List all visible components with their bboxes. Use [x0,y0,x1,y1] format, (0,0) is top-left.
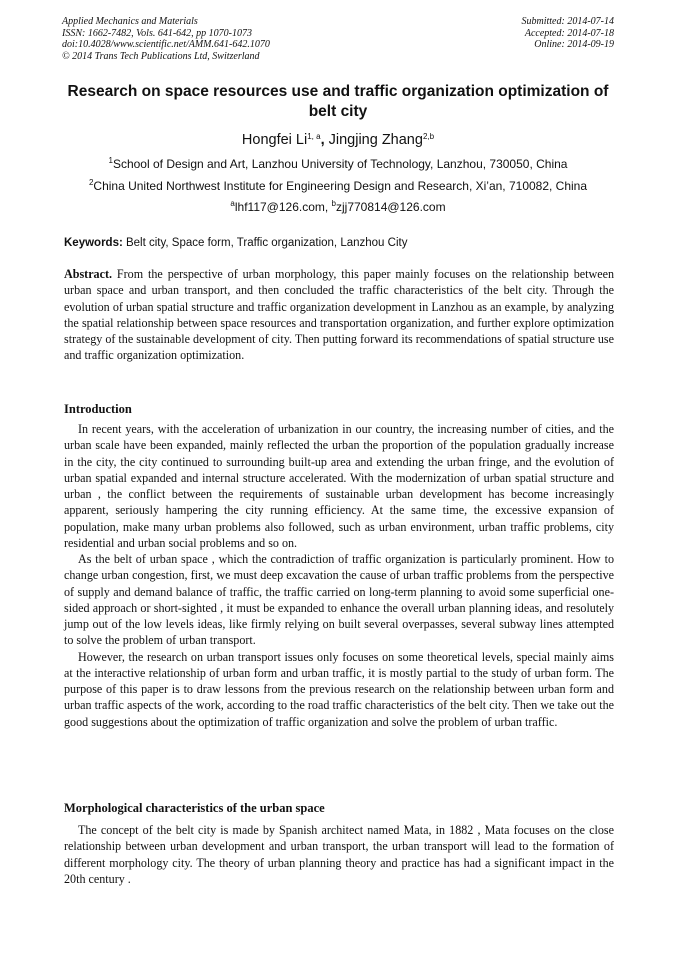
online-date: Online: 2014-09-19 [534,39,614,50]
affiliation-text: School of Design and Art, Lanzhou University of Technology, Lanzhou, 730050, China [112,157,568,171]
journal-issn: ISSN: 1662-7482, Vols. 641-642, pp 1070-1073 [62,27,252,39]
paragraph: As the belt of urban space , which the contradiction of traffic organization is particularly prominent. How to change urban congestion, first, we must deep excavation the cause of urban traffic problems from the perspective of supply and demand balance of traffic, the traffic carried on long-term planning to avoid some superficial one-sided approach or short-sighted , it must be expanded to enhance the overall urban planning ideas, and resolutely jump out of the low levels ideas, like firmly relying on built several overpasses, several subway lines attempted to solve the problem of urban transport. [64,552,614,648]
paragraph: In recent years, with the acceleration of urbanization in our country, the increasing number of cities, and the urban scale have been expanded, mainly reflected the urban the proportion of the population gradually increase in the city, the city continued to surrounding built-up area and extending the urban fringe, and the evolution of urban spatial expanded and internal structure accelerated. With the modernization of urban spatial structure and urban , the conflict between the requirements of sustainable urban development has become increasingly apparent, seriously hampering the city running efficiency. At the same time, the excessive expansion of population, make many urban problems also followed, such as urban environment, urban traffic problems, city residential and urban social problems and so on. [64,422,614,550]
accepted-date: Accepted: 2014-07-18 [524,27,614,39]
journal-copyright: © 2014 Trans Tech Publications Ltd, Switzerland [62,50,260,62]
author-superscript: 2,b [422,132,435,141]
email-superscript: a [230,199,235,208]
journal-name: Applied Mechanics and Materials [62,16,198,27]
keywords-label: Keywords: [64,237,123,249]
section-heading: Introduction [64,402,132,416]
author-separator: , [320,132,329,148]
author-name: Hongfei Li [241,132,308,148]
paragraph: However, the research on urban transport issues only focuses on some theoretical levels, special mainly aims at the interactive relationship of urban form and urban traffic, it is mostly partial to the study of urban form. The purpose of this paper is to draw lessons from the previous research on the relationship between urban form and urban traffic aspects of the work, according to the road traffic characteristics of the belt city. Then we take out the good suggestions about the optimization of traffic organization and solve the problem of urban traffic. [64,649,614,729]
paper-title: Research on space resources use and traffic organization optimization of belt city [67,83,609,120]
affiliation [62,179,614,194]
affiliation [62,157,614,172]
submitted-date: Submitted: 2014-07-14 [521,16,614,27]
affiliation-superscript: 1 [108,156,113,165]
keywords-text: Belt city, Space form, Traffic organization, Lanzhou City [122,237,408,249]
author-emails [62,200,614,215]
affiliation-text: China United Northwest Institute for Engineering Design and Research, Xi’an, 710082, China [93,179,588,193]
paragraph: The concept of the belt city is made by Spanish architect named Mata, in 1882 , Mata focuses on the close relationship between urban development and urban transport, the urban transport will lead to the formation of different morphology city. The theory of urban planning theory and practice has had a significant impact in the 20th century . [64,823,614,886]
author-list [62,131,614,149]
abstract-label: Abstract. [64,267,113,281]
journal-info [62,16,270,62]
email-address: lhf117@126.com, [234,200,332,214]
email-address: zjj770814@126.com [336,200,446,214]
section-heading: Morphological characteristics of the urban space [64,801,325,815]
section-body [64,421,614,730]
author-name: Jingjing Zhang [328,132,423,148]
publication-dates [522,16,615,51]
abstract-text: From the perspective of urban morphology, this paper mainly focuses on the relationship between urban space and urban transport, and then concluded the traffic characteristics of the belt city. Through the evolution of urban spatial structure and traffic organization development in Lanzhou as an example, by analyzing the spatial relationship between space resources and transportation organization, and further explore optimization strategy of the sustainable development of city. Then putting forward its recommendations of spatial structure use and traffic organization optimization. [64,267,614,363]
author-superscript: 1, a [307,132,321,141]
email-superscript: b [331,199,336,208]
keywords [64,236,616,251]
affiliation-superscript: 2 [88,178,94,187]
abstract [64,266,614,364]
journal-doi: doi:10.4028/www.scientific.net/AMM.641-642.1070 [62,39,270,50]
section-body [64,822,614,887]
